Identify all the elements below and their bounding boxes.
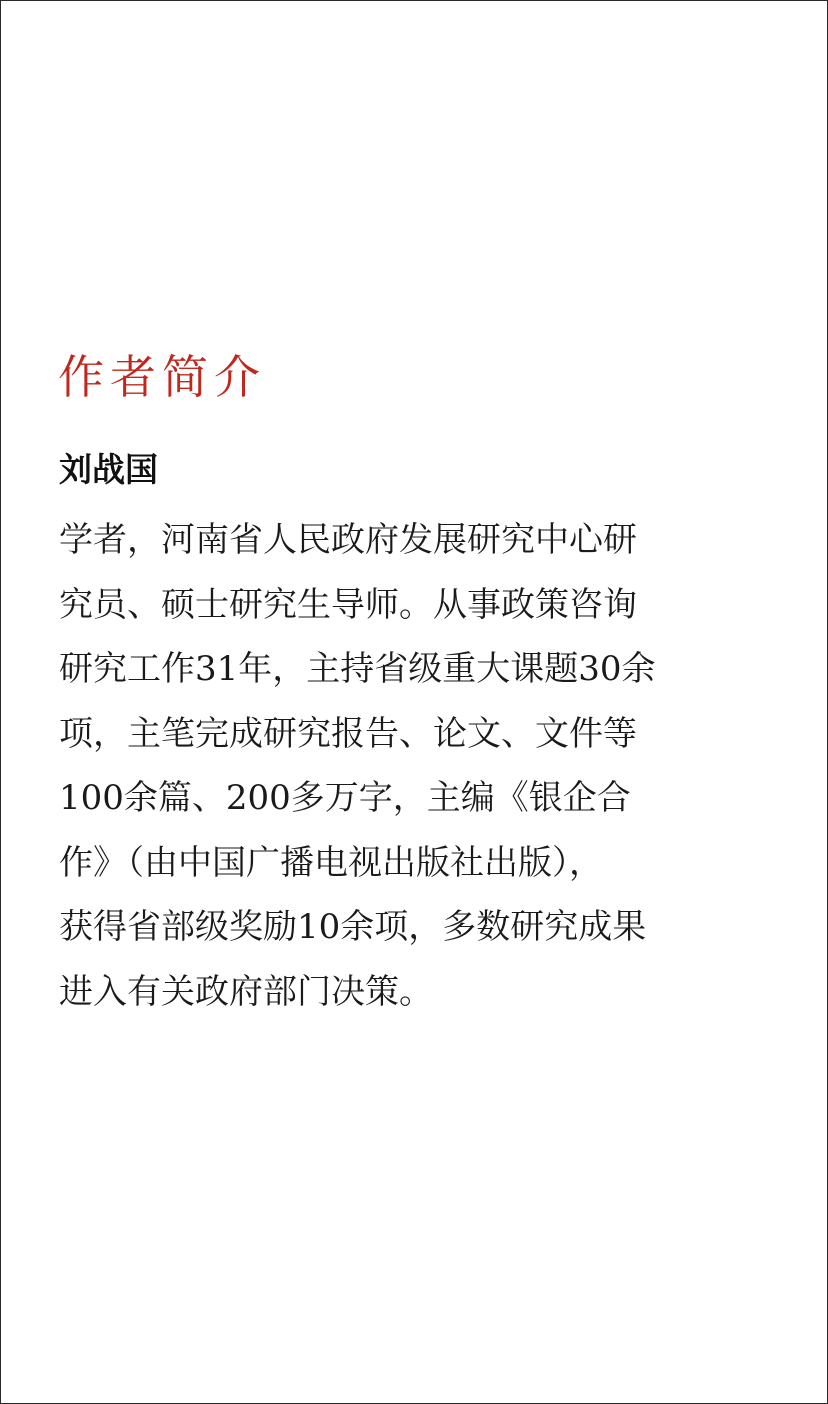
bio-line: 学者，河南省人民政府发展研究中心研: [59, 520, 637, 560]
bio-line: 究员、硕士研究生导师。从事政策咨询: [59, 584, 637, 625]
author-name: 刘战国: [59, 450, 158, 489]
bio-line: 作》（由中国广播电视出版社出版），: [59, 842, 603, 883]
bio-line: 研究工作31年，主持省级重大课题30余: [59, 649, 656, 689]
bio-line: 进入有关政府部门决策。: [59, 971, 433, 1012]
bio-line: 获得省部级奖励10余项，多数研究成果: [59, 907, 647, 947]
bio-line: 项，主笔完成研究报告、论文、文件等: [59, 713, 637, 754]
bio-line: 100余篇、200多万字，主编《银企合: [59, 778, 631, 818]
author-bio: [59, 508, 709, 1024]
section-title: 作者简介: [58, 350, 266, 404]
